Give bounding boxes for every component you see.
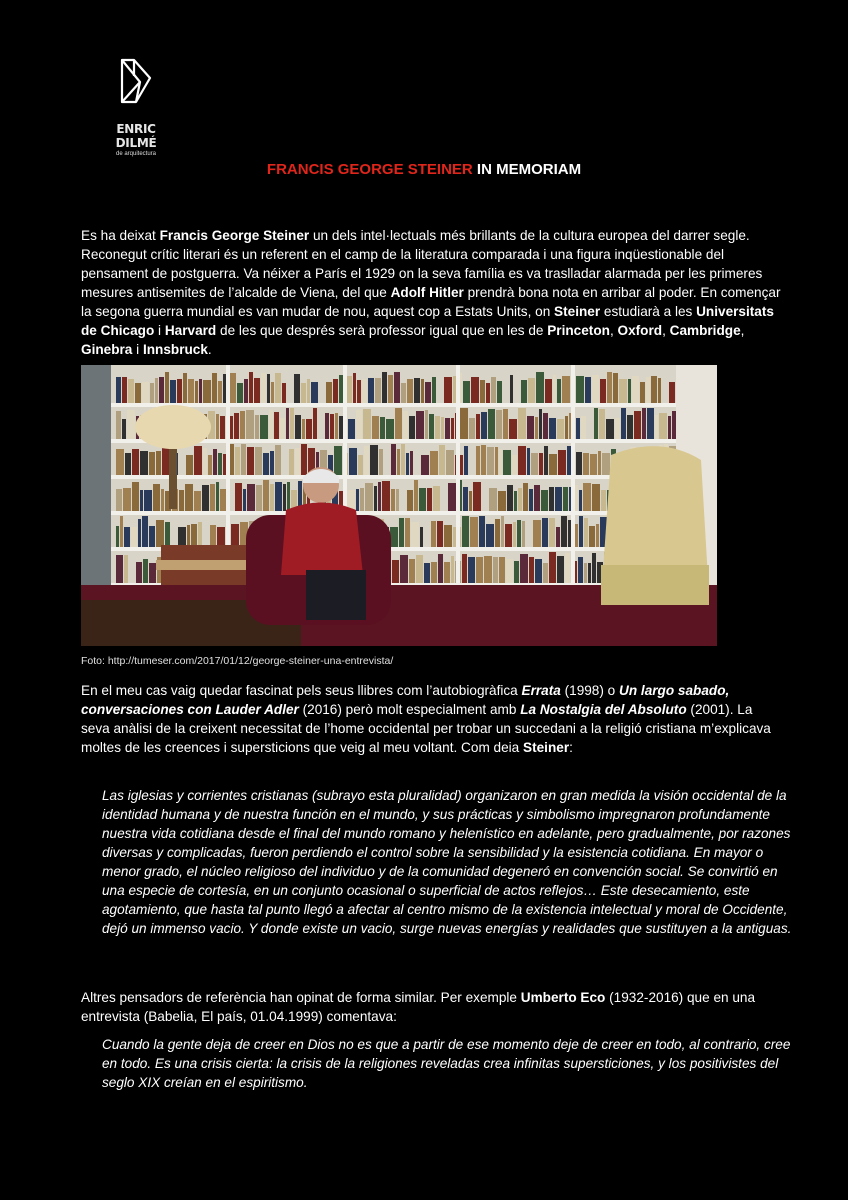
page-title bbox=[0, 161, 848, 178]
emphasis-text: Innsbruck bbox=[142, 342, 208, 357]
text-run: i bbox=[132, 342, 143, 357]
emphasis-text: Adolf Hitler bbox=[390, 285, 464, 300]
text-run: (1932-2016) que en una entrevista (Babelia, El país, 01.04.1999) comentava: bbox=[81, 990, 756, 1024]
emphasis-text: Oxford bbox=[617, 323, 663, 338]
text-run: i bbox=[154, 323, 165, 338]
emphasis-text: Ginebra bbox=[81, 342, 133, 357]
text-run: En el meu cas vaig quedar fascinat pels seus llibres com l’autobiogràfica bbox=[81, 683, 522, 698]
text-run: (1998) o bbox=[560, 683, 620, 698]
emphasis-text: Errata bbox=[521, 683, 561, 698]
emphasis-text: Cambridge bbox=[669, 323, 741, 338]
photo-steiner-library bbox=[81, 365, 717, 646]
emphasis-text: Steiner bbox=[523, 740, 570, 755]
title-rest: IN MEMORIAM bbox=[472, 161, 582, 178]
text-run: Altres pensadors de referència han opinat de forma similar. Per exemple bbox=[81, 990, 521, 1005]
emphasis-text: Harvard bbox=[164, 323, 217, 338]
emphasis-text: Princeton bbox=[547, 323, 610, 338]
eco-paragraph bbox=[81, 988, 781, 1026]
text-run: de les que després serà professor igual que en les de bbox=[216, 323, 548, 338]
emphasis-text: Steiner bbox=[554, 304, 601, 319]
title-name: FRANCIS GEORGE STEINER bbox=[266, 161, 473, 178]
text-run: (2016) però molt especialment amb bbox=[298, 702, 521, 717]
text-run: , bbox=[740, 323, 745, 338]
logo bbox=[96, 56, 176, 157]
text-run: Es ha deixat bbox=[81, 228, 160, 243]
text-run: estudiarà a les bbox=[600, 304, 697, 319]
logo-name: ENRIC DILMÉ bbox=[115, 122, 157, 150]
text-run: . bbox=[207, 342, 212, 357]
text-run: (2001). La seva anàlisi de la creixent necessitat de l’home occidental per trobar un succedani a la religió cristiana m’explicava moltes de les creences i supersticions que veig al meu voltant. Com deia bbox=[81, 702, 771, 755]
photo-caption: Foto: http://tumeser.com/2017/01/12/george-steiner-una-entrevista/ bbox=[81, 655, 394, 667]
logo-d-icon bbox=[118, 56, 154, 108]
books-paragraph bbox=[81, 681, 781, 757]
logo-subtitle: de arquitectura bbox=[115, 151, 157, 157]
text-run: , bbox=[609, 323, 618, 338]
emphasis-text: Francis George Steiner bbox=[159, 228, 310, 243]
text-run: prendrà bona nota en arribar al poder. En començar la segona guerra mundial es van mudar de nou, aquest cop a Estats Units, on bbox=[81, 285, 781, 319]
intro-paragraph bbox=[81, 226, 781, 359]
emphasis-text: Umberto Eco bbox=[520, 990, 606, 1005]
text-run: , bbox=[662, 323, 670, 338]
steiner-quote: Las iglesias y corrientes cristianas (subrayo esta pluralidad) organizaron en gran medida la visión occidental de la identidad humana y de nuestra función en el mundo, y sus prácticas y simbolismo impregnaron profundamente nuestra vida cotidiana desde el final del mundo romano y helenístico en adelante, pero gradualmente, por razones diversas y complicadas, fueron perdiendo el control sobre la sensibilidad y la esistencia cotidiana. En mayor o menor grado, el núcleo religioso del individuo y de la comunidad degeneró en convención social. Se convirtió en una especie de cortesía, en un conjunto ocasional o superficial de actos reflejos… Este desecamiento, este agotamiento, que hasta tal punto llegó a afectar al centro mismo de la existencia intelectual y moral de Occidente, dejó un immenso vacio. Y donde existe un vacio, surge nuevas energías y realidades que sustituyen a la antiguas. bbox=[102, 788, 792, 936]
eco-quote: Cuando la gente deja de creer en Dios no es que a partir de ese momento deje de creer en todo, al contrario, cree en todo. Es una crisis cierta: la crisis de la religiones reveladas crea infinitas supersticiones, y los positivistes del seglo XIX creían en el espiritismo. bbox=[102, 1037, 791, 1090]
emphasis-text: Universitats de Chicago bbox=[81, 304, 774, 338]
text-run: : bbox=[569, 740, 573, 755]
emphasis-text: La Nostalgia del Absoluto bbox=[520, 702, 687, 717]
emphasis-text: Un largo sabado, conversaciones con Lauder Adler bbox=[81, 683, 730, 717]
text-run: un dels intel·lectuals més brillants de la cultura europea del darrer segle. Reconegut crític literari és un referent en el camp de la literatura comparada i una figura inqüestionable del pensament de postguerra. Va néixer a París el 1929 on la seva família es va traslladar alarmada per les primeres mesures antisemites de l’alcalde de Viena, del que bbox=[81, 228, 763, 300]
